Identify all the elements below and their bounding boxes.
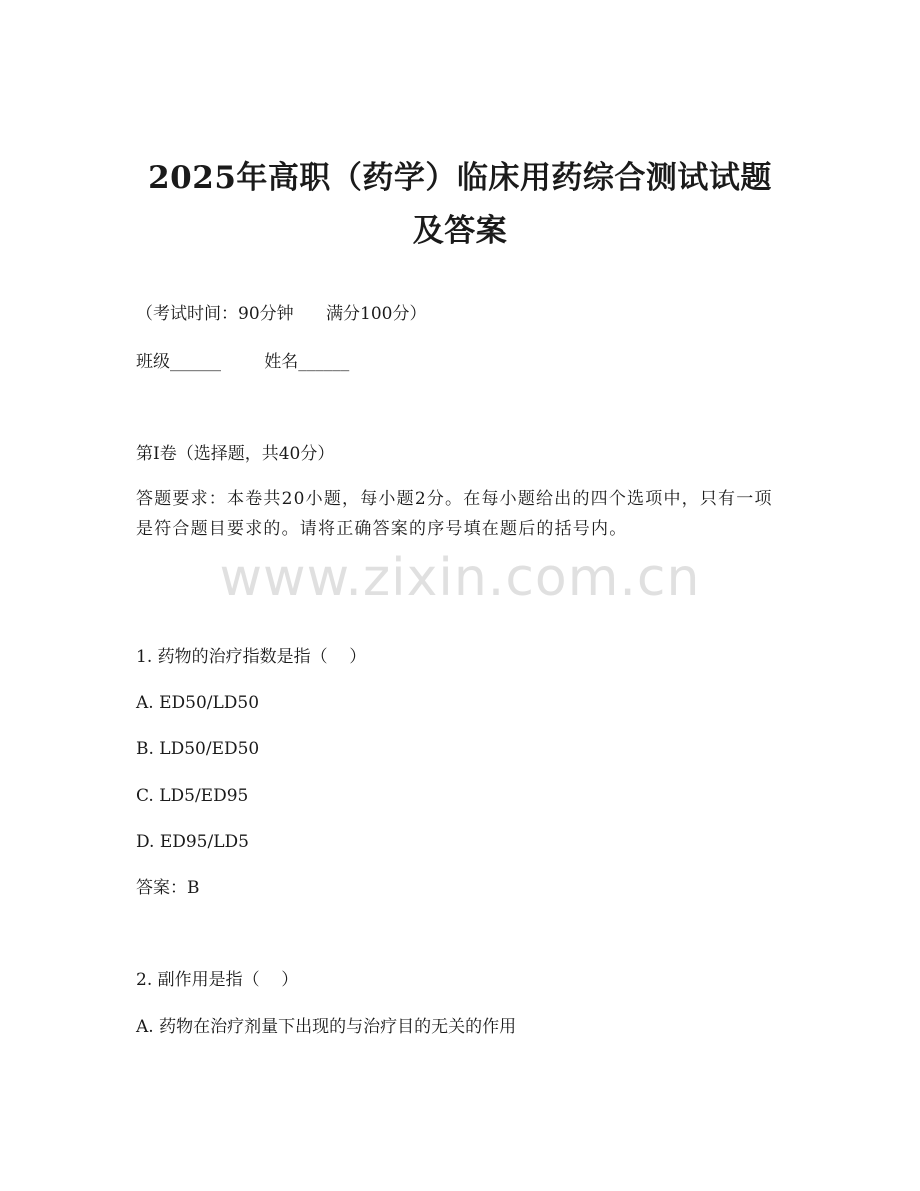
title-line-2: 及答案 xyxy=(412,213,508,249)
option-1b: B. LD50/ED50 xyxy=(136,739,260,759)
exam-info: （考试时间：90分钟 满分100分） xyxy=(136,304,427,324)
option-1a: A. ED50/LD50 xyxy=(136,693,260,713)
instructions: 答题要求：本卷共20小题，每小题2分。在每小题给出的四个选项中，只有一项是符合题目要求的。请将正确答案的序号填在题后的括号内。 xyxy=(136,489,773,539)
question-stem-2: 2. 副作用是指（ ） xyxy=(136,970,299,990)
option-2a: A. 药物在治疗剂量下出现的与治疗目的无关的作用 xyxy=(136,1017,517,1037)
title-line-1: 2025年高职（药学）临床用药综合测试试题 xyxy=(148,160,772,196)
answer-1: 答案：B xyxy=(136,878,200,898)
option-1c: C. LD5/ED95 xyxy=(136,786,249,806)
watermark: www.zixin.com.cn xyxy=(219,548,701,608)
page-title xyxy=(60,152,860,258)
question-stem-1: 1. 药物的治疗指数是指（ ） xyxy=(136,647,367,667)
option-1d: D. ED95/LD5 xyxy=(136,832,249,852)
section-heading: 第I卷（选择题，共40分） xyxy=(136,444,335,464)
class-name-line: 班级______ 姓名______ xyxy=(136,352,350,372)
